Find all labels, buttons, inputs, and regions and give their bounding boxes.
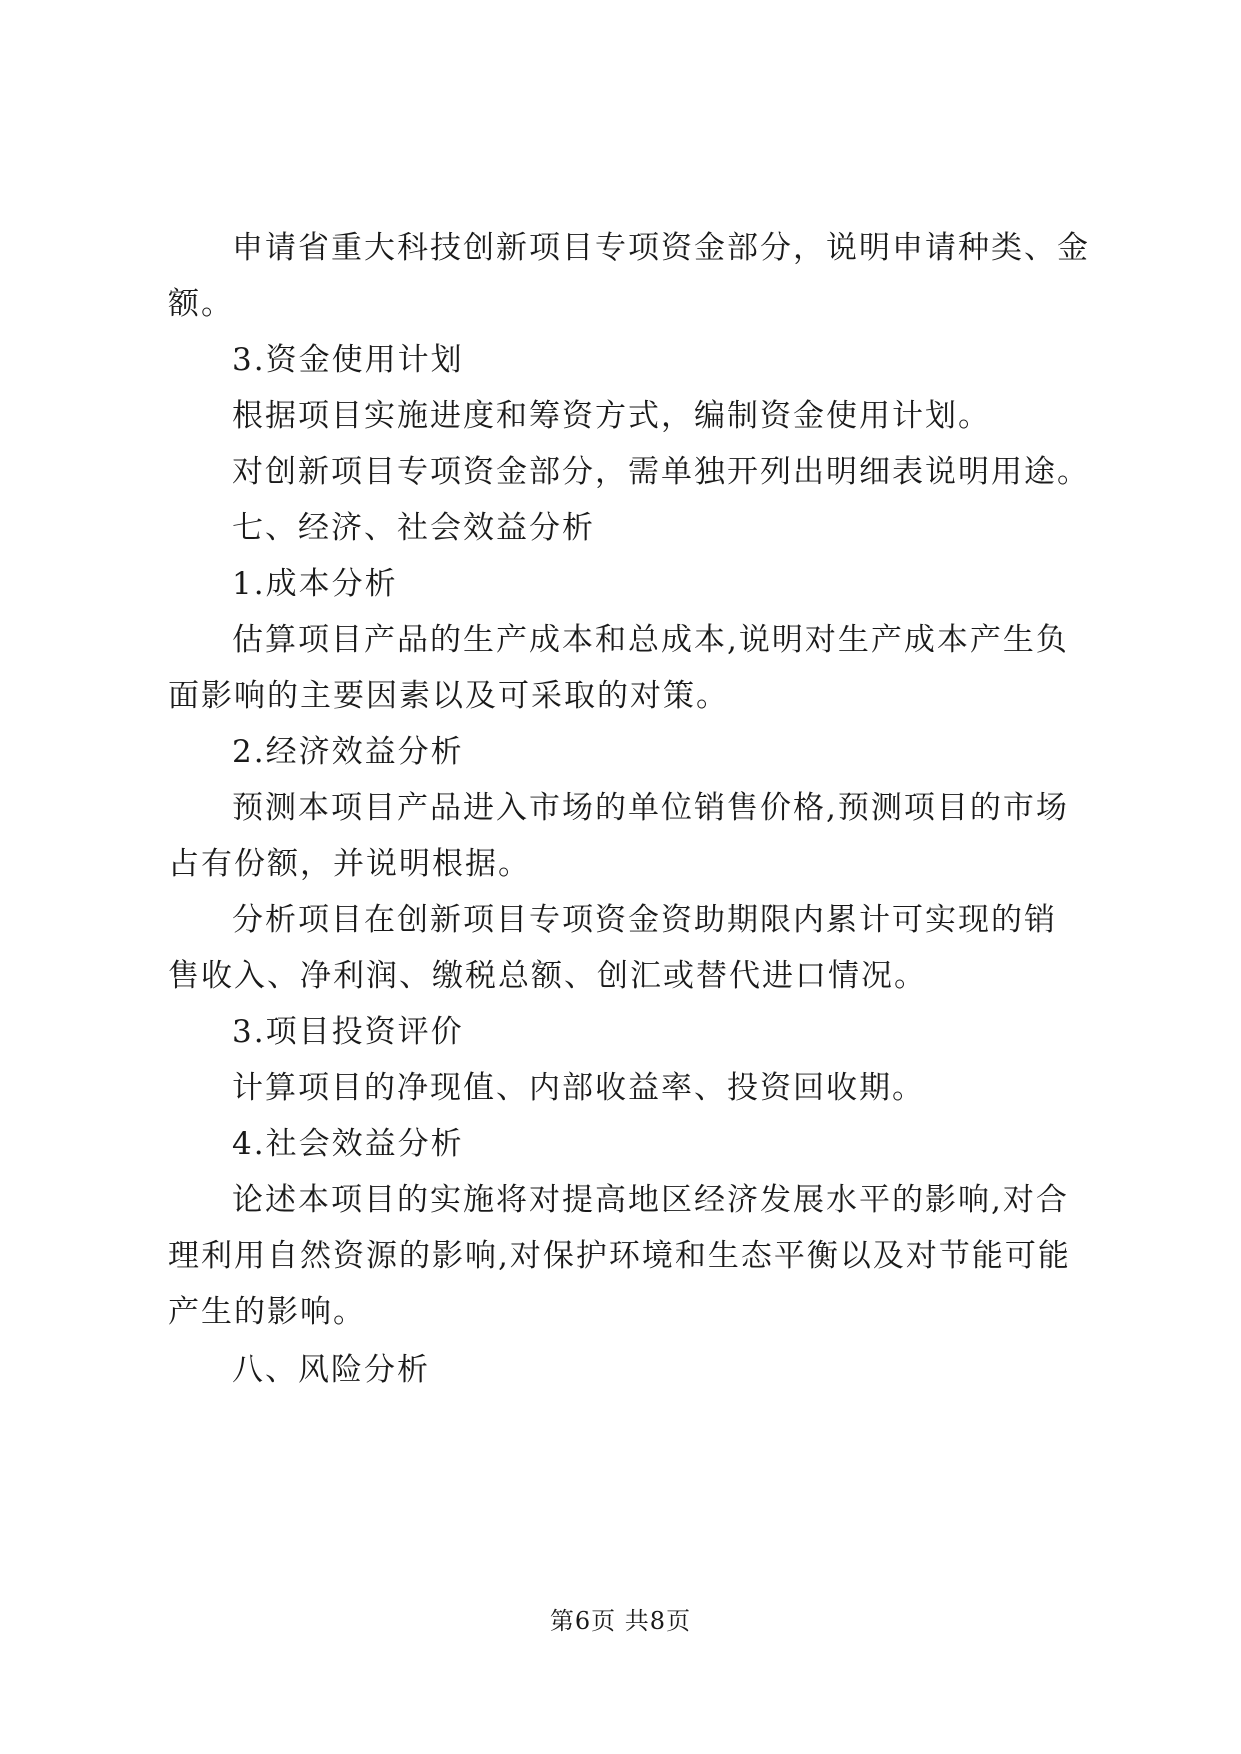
paragraph-fund-usage-plan: 根据项目实施进度和筹资方式，编制资金使用计划。 <box>232 398 991 434</box>
section-heading-risk-analysis: 八、风险分析 <box>232 1352 430 1388</box>
heading-economic-benefit: 2.经济效益分析 <box>232 734 464 770</box>
paragraph-funding-application: 申请省重大科技创新项目专项资金部分，说明申请种类、金 <box>232 230 1090 266</box>
paragraph-market-price-cont: 占有份额，并说明根据。 <box>168 846 531 882</box>
paragraph-market-price: 预测本项目产品进入市场的单位销售价格,预测项目的市场 <box>232 790 1069 826</box>
paragraph-social-benefit-end: 产生的影响。 <box>168 1294 366 1330</box>
page-number-footer: 第6页 共8页 <box>549 1607 692 1635</box>
paragraph-cost-analysis: 估算项目产品的生产成本和总成本,说明对生产成本产生负 <box>232 622 1069 658</box>
paragraph-funding-application-cont: 额。 <box>168 286 234 322</box>
paragraph-investment-evaluation: 计算项目的净现值、内部收益率、投资回收期。 <box>232 1070 925 1106</box>
heading-fund-usage-plan: 3.资金使用计划 <box>232 342 464 378</box>
paragraph-revenue-analysis-cont: 售收入、净利润、缴税总额、创汇或替代进口情况。 <box>168 958 927 994</box>
paragraph-social-benefit-cont: 理利用自然资源的影响,对保护环境和生态平衡以及对节能可能 <box>168 1238 1071 1274</box>
paragraph-cost-analysis-cont: 面影响的主要因素以及可采取的对策。 <box>168 678 729 714</box>
heading-investment-evaluation: 3.项目投资评价 <box>232 1014 464 1050</box>
paragraph-special-fund-detail: 对创新项目专项资金部分，需单独开列出明细表说明用途。 <box>232 454 1090 490</box>
heading-cost-analysis: 1.成本分析 <box>232 566 398 602</box>
section-heading-benefit-analysis: 七、经济、社会效益分析 <box>232 510 595 546</box>
heading-social-benefit: 4.社会效益分析 <box>232 1126 464 1162</box>
paragraph-social-benefit: 论述本项目的实施将对提高地区经济发展水平的影响,对合 <box>232 1182 1069 1218</box>
paragraph-revenue-analysis: 分析项目在创新项目专项资金资助期限内累计可实现的销 <box>232 902 1057 938</box>
